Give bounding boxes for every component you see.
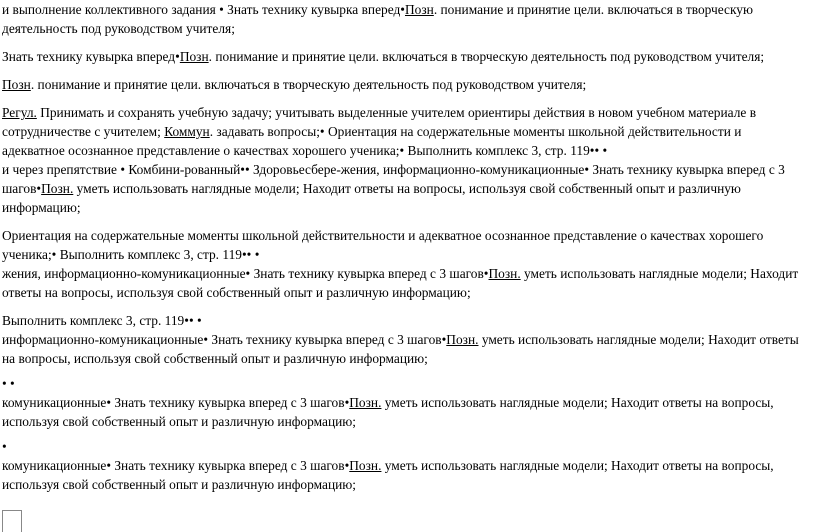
underlined-term: Позн: [2, 77, 31, 92]
paragraph: [2, 103, 812, 217]
text-run: уметь использовать наглядные модели; Находит ответы: [478, 332, 799, 347]
text-run: Выполнить комплекс 3, стр. 119•• •: [2, 313, 202, 328]
text-run: на вопросы, используя свой собственный опыт и различную информацию;: [2, 351, 428, 366]
text-line: [2, 283, 812, 302]
underlined-term: Позн.: [349, 458, 382, 473]
text-line: [2, 141, 812, 160]
text-line: [2, 456, 812, 475]
text-line: [2, 179, 812, 198]
text-run: сотрудничестве с учителем;: [2, 124, 165, 139]
paragraph-spacer: [2, 38, 812, 47]
paragraph-spacer: [2, 217, 812, 226]
paragraph-spacer: [2, 66, 812, 75]
underlined-term: Позн.: [349, 395, 382, 410]
text-run: шагов•: [2, 181, 42, 196]
text-run: используя свой собственный опыт и различную информацию;: [2, 477, 356, 492]
text-line: [2, 311, 812, 330]
text-run: • •: [2, 376, 15, 391]
text-line: [2, 393, 812, 412]
text-run: и выполнение коллективного задания • Знать технику кувырка вперед•: [2, 2, 405, 17]
text-run: уметь использовать наглядные модели; Находит: [520, 266, 799, 281]
text-line: [2, 160, 812, 179]
paragraph-spacer: [2, 302, 812, 311]
text-run: комуникационные• Знать технику кувырка вперед с 3 шагов•: [2, 395, 350, 410]
paragraph-spacer: [2, 94, 812, 103]
text-run: •: [2, 439, 7, 454]
text-run: используя свой собственный опыт и различную информацию;: [2, 414, 356, 429]
table-cell-fragment: [2, 510, 22, 532]
text-run: ученика;• Выполнить комплекс 3, стр. 119•• •: [2, 247, 260, 262]
text-line: [2, 19, 812, 38]
text-line: [2, 75, 812, 94]
underlined-term: Регул.: [2, 105, 37, 120]
text-run: . задавать вопросы;• Ориентация на содержательные моменты школьной действительности и: [209, 124, 742, 139]
text-run: информационно-комуникационные• Знать технику кувырка вперед с 3 шагов•: [2, 332, 447, 347]
underlined-term: Коммун: [164, 124, 210, 139]
text-line: [2, 475, 812, 494]
paragraph: [2, 311, 812, 368]
text-run: уметь использовать наглядные модели; Находит ответы на вопросы, используя свой собственный опыт и различную: [73, 181, 741, 196]
text-line: [2, 226, 812, 245]
text-line: [2, 245, 812, 264]
text-line: [2, 103, 812, 122]
paragraph: [2, 374, 812, 431]
paragraph: [2, 437, 812, 494]
text-run: ответы на вопросы, используя свой собственный опыт и различную информацию;: [2, 285, 471, 300]
text-run: комуникационные• Знать технику кувырка вперед с 3 шагов•: [2, 458, 350, 473]
paragraph: [2, 47, 812, 66]
text-run: . понимание и принятие цели. включаться в творческую: [433, 2, 754, 17]
paragraph: [2, 0, 812, 38]
underlined-term: Позн.: [41, 181, 74, 196]
text-run: информацию;: [2, 200, 81, 215]
text-run: . понимание и принятие цели. включаться в творческую деятельность под руководством учителя;: [208, 49, 765, 64]
text-line: [2, 264, 812, 283]
text-run: уметь использовать наглядные модели; Находит ответы на вопросы,: [381, 458, 774, 473]
text-line: [2, 122, 812, 141]
text-run: деятельность под руководством учителя;: [2, 21, 235, 36]
text-run: и через препятствие • Комбини-рованный•• Здоровьесбере-жения, информационно-комуникационные• Знать технику кувырка вперед с 3: [2, 162, 785, 177]
text-line: [2, 349, 812, 368]
text-run: жения, информационно-комуникационные• Знать технику кувырка вперед с 3 шагов•: [2, 266, 489, 281]
paragraph: [2, 226, 812, 302]
text-run: . понимание и принятие цели. включаться в творческую деятельность под руководством учителя;: [30, 77, 587, 92]
text-run: Знать технику кувырка вперед•: [2, 49, 180, 64]
underlined-term: Позн: [404, 2, 434, 17]
text-line: [2, 412, 812, 431]
text-run: Ориентация на содержательные моменты школьной действительности и адекватное осознанное представление о качествах хорошего: [2, 228, 764, 243]
text-run: уметь использовать наглядные модели; Находит ответы на вопросы,: [381, 395, 774, 410]
underlined-term: Позн.: [446, 332, 479, 347]
text-line: [2, 47, 812, 66]
text-run: Принимать и сохранять учебную задачу; учитывать выделенные учителем ориентиры действия в новом учебном материале в: [36, 105, 757, 120]
text-line: [2, 437, 812, 456]
text-line: [2, 198, 812, 217]
text-line: [2, 330, 812, 349]
paragraph: [2, 75, 812, 94]
text-line: [2, 374, 812, 393]
text-run: адекватное осознанное представление о качествах хорошего ученика;• Выполнить комплекс 3, стр. 119•• •: [2, 143, 608, 158]
underlined-term: Позн.: [488, 266, 521, 281]
text-line: [2, 0, 812, 19]
underlined-term: Позн: [179, 49, 209, 64]
